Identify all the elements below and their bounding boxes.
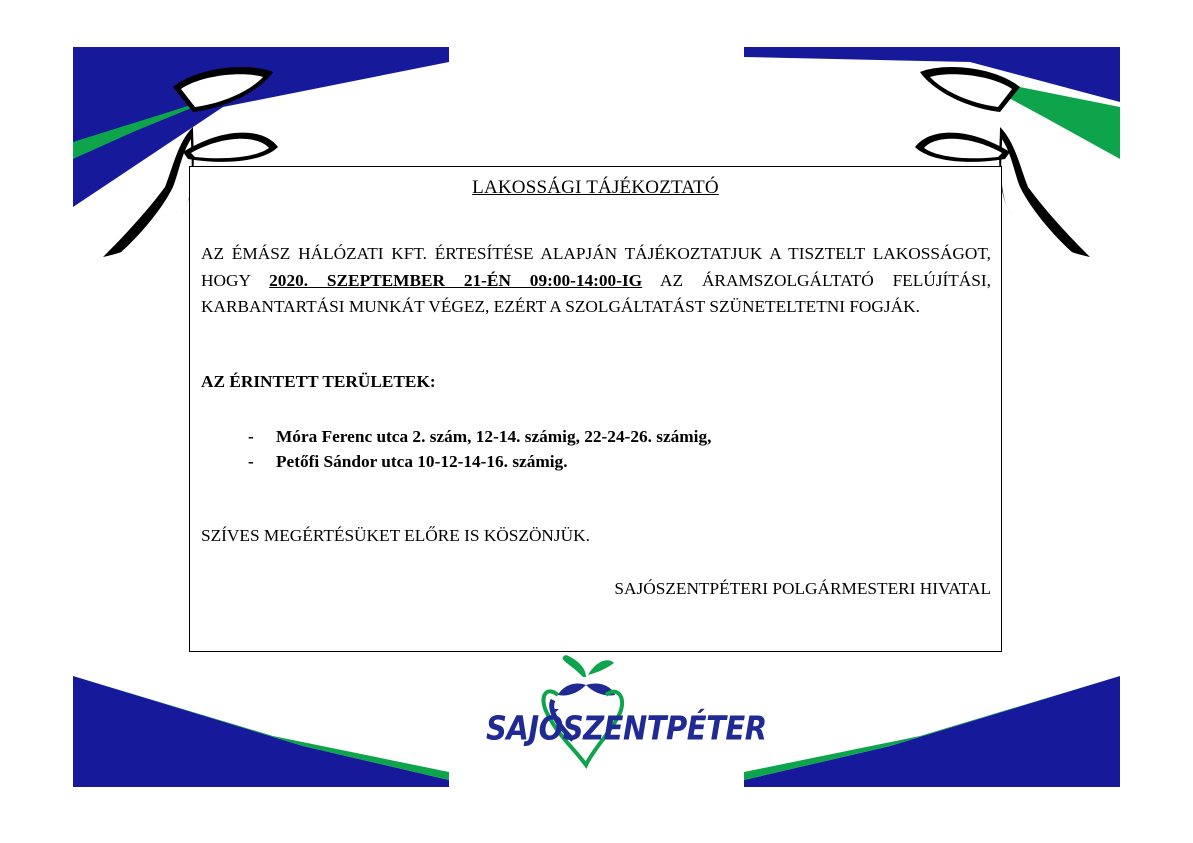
notice-box [189, 166, 1002, 652]
corner-decoration-bottom-left [73, 676, 449, 787]
list-item [248, 424, 711, 449]
affected-areas-list [248, 424, 711, 474]
intro-text-before: AZ ÉMÁSZ HÁLÓZATI KFT. ÉRTESÍTÉSE ALAPJÁN TÁJÉKOZTATJUK A TISZTELT LAKOSSÁGOT, HOGY [201, 244, 991, 290]
list-item [248, 449, 711, 474]
list-bullet: - [248, 452, 254, 471]
town-logo [478, 655, 767, 775]
area-text: Petőfi Sándor utca 10-12-14-16. számig. [276, 452, 568, 471]
logo-text: SAJÓSZENTPÉTER [486, 708, 767, 748]
intro-text-after: AZ ÁRAMSZOLGÁLTATÓ FELÚJÍTÁSI, KARBANTARTÁSI MUNKÁT VÉGEZ, EZÉRT A SZOLGÁLTATÁST SZÜNETELTETNI FOGJÁK. [201, 270, 991, 316]
signature: SAJÓSZENTPÉTERI POLGÁRMESTERI HIVATAL [614, 579, 991, 598]
corner-decoration-bottom-right [744, 676, 1120, 787]
date-time-highlight: 2020. SZEPTEMBER 21-ÉN 09:00-14:00-IG [269, 270, 643, 290]
list-bullet: - [248, 427, 254, 446]
affected-areas-heading: AZ ÉRINTETT TERÜLETEK: [201, 372, 436, 391]
notice-title: LAKOSSÁGI TÁJÉKOZTATÓ [472, 177, 719, 198]
thanks-text: SZÍVES MEGÉRTÉSÜKET ELŐRE IS KÖSZÖNJÜK. [201, 526, 590, 545]
notice-intro [201, 241, 991, 321]
area-text: Móra Ferenc utca 2. szám, 12-14. számig, 22-24-26. számig, [276, 427, 712, 446]
